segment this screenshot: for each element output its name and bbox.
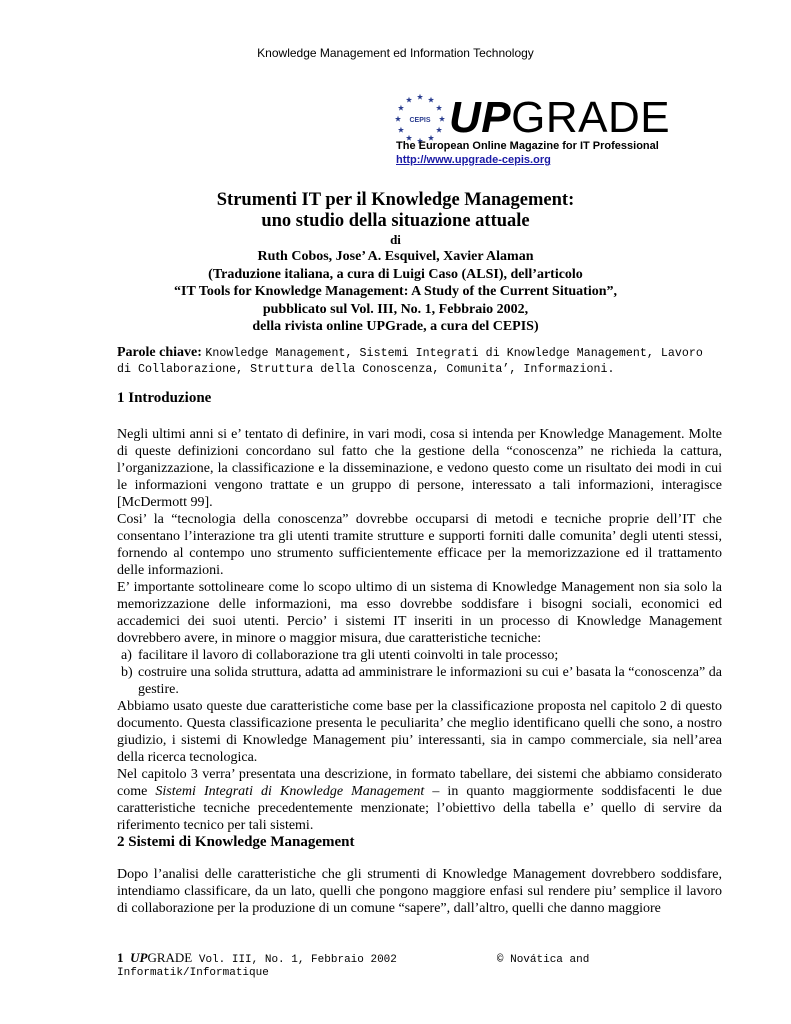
star-icon	[395, 116, 401, 122]
star-icon	[406, 97, 412, 103]
paragraph: Dopo l’analisi delle caratteristiche che gli strumenti di Knowledge Management dovrebbero soddisfare, intendiamo classificare, da un lato, quelli che pongono maggiore enfasi sul rendere piu’ semplice il lavoro di collaborazione per la produzione di un comune “sapere”, dall’altro, quelli che danno maggiore	[117, 867, 722, 916]
star-icon	[428, 97, 434, 103]
translation-credit: (Traduzione italiana, a cura di Luigi Caso (ALSI), dell’articolo	[208, 266, 583, 282]
wordmark-grade: GRADE	[511, 93, 671, 142]
star-icon	[436, 127, 442, 133]
page-number: 1	[117, 950, 124, 965]
list-item-text: facilitare il lavoro di collaborazione tra gli utenti coinvolti in tale processo;	[138, 648, 559, 663]
footer-line-2: Informatik/Informatique	[117, 967, 269, 979]
keywords	[117, 345, 721, 377]
star-icon	[398, 105, 404, 111]
star-icon	[436, 105, 442, 111]
star-icon	[439, 116, 445, 122]
magazine-info: della rivista online UPGrade, a cura del CEPIS)	[252, 319, 539, 334]
publication-info: pubblicato sul Vol. III, No. 1, Febbraio 2002,	[262, 301, 529, 317]
keywords-text: Knowledge Management, Sistemi Integrati di Knowledge Management, Lavoro di Collaborazione, Struttura della Conoscenza, Comunita’, Informazioni.	[117, 347, 703, 376]
page-footer	[117, 951, 677, 980]
footer-copyright: © Novática and	[496, 954, 590, 966]
list-item-text: costruire una solida struttura, adatta ad amministrare le informazioni su cui e’ basata la “conoscenza” da gestire.	[138, 665, 722, 697]
list-marker: a)	[121, 648, 132, 663]
cepis-label: CEPIS	[409, 117, 431, 124]
paragraph: Negli ultimi anni si e’ tentato di definire, in vari modi, cosa si intenda per Knowledge Management. Molte di queste definizioni concordano sul fatto che la gestione della “conoscenza” ne richieda la cattura, l’organizzazione, la classificazione e la disseminazione, e vedono questo come un risultato dei modi in cui le informazioni vengono trattate e un gruppo di persone, interessato a tali informazioni, interagisce [McDermott 99].	[117, 427, 722, 510]
upgrade-url-link[interactable]: http://www.upgrade-cepis.org	[396, 154, 551, 166]
section-heading-sistemi: 2 Sistemi di Knowledge Management	[117, 834, 355, 850]
authors: Ruth Cobos, Jose’ A. Esquivel, Xavier Alaman	[257, 249, 534, 264]
section-1-body	[117, 426, 722, 834]
original-title: “IT Tools for Knowledge Management: A Study of the Current Situation”,	[174, 284, 617, 299]
wordmark-up: UP	[449, 93, 512, 142]
paragraph	[117, 766, 722, 834]
star-icon	[417, 94, 423, 100]
article-title-block	[0, 190, 791, 336]
paragraph-text: – in quanto maggiormente soddisfacenti le due caratteristiche tecniche precedentemente menzionate; l’obiettivo della tabella e’ quello di servire da riferimento tecnico per tali sistemi.	[117, 784, 722, 833]
title-line-1: Strumenti IT per il Knowledge Management:	[216, 190, 575, 210]
paragraph-text: Nel capitolo 3 verra’ presentata una descrizione, in formato tabellare, dei sistemi che abbiamo considerato come	[117, 767, 722, 799]
characteristics-list	[117, 647, 722, 698]
logo-tagline: The European Online Magazine for IT Professional	[396, 140, 659, 152]
footer-magazine	[130, 950, 192, 965]
section-2-body	[117, 866, 722, 917]
paragraph: Abbiamo usato queste due caratteristiche come base per la classificazione proposta nel capitolo 2 di questo documento. Questa classificazione presenta le peculiarita’ che meglio identificano quelli che sono, a nostro giudizio, i sistemi di Knowledge Management piu’ interessanti, sia in campo commerciale, sia nell’area della ricerca tecnologica.	[117, 699, 722, 765]
list-item	[117, 647, 722, 664]
upgrade-wordmark	[449, 94, 670, 142]
footer-magazine-up: UP	[130, 950, 148, 965]
list-item	[117, 664, 722, 698]
section-heading-introduzione: 1 Introduzione	[117, 390, 212, 406]
star-icon	[398, 127, 404, 133]
running-header: Knowledge Management ed Information Technology	[257, 46, 534, 60]
paragraph: Cosi’ la “tecnologia della conoscenza” dovrebbe occuparsi di metodi e tecniche proprie dell’IT che consentano l’interazione tra gli utenti tramite strutture e supporti forniti dalle comunita’ degli utenti stessi, fornendo al contempo uno strumento sufficientemente efficace per la memorizzazione ed il trattamento delle informazioni.	[117, 512, 722, 578]
title-line-2: uno studio della situazione attuale	[261, 211, 530, 231]
footer-issue: Vol. III, No. 1, Febbraio 2002	[198, 954, 397, 966]
emphasis: Sistemi Integrati di Knowledge Management	[155, 784, 425, 799]
title-by: di	[390, 232, 401, 247]
list-marker: b)	[121, 665, 133, 680]
keywords-label: Parole chiave:	[117, 345, 202, 360]
footer-line-1	[117, 951, 677, 967]
footer-magazine-grade: GRADE	[147, 950, 193, 965]
paragraph: E’ importante sottolineare come lo scopo ultimo di un sistema di Knowledge Management non sia solo la memorizzazione delle informazioni, ma esso dovrebbe soddisfare i bisogni sociali, economici ed accademici dei suoi utenti. Percio’ i sistemi IT inseriti in un processo di Knowledge Management dovrebbero avere, in minore o maggior misura, due caratteristiche tecniche:	[117, 580, 722, 646]
